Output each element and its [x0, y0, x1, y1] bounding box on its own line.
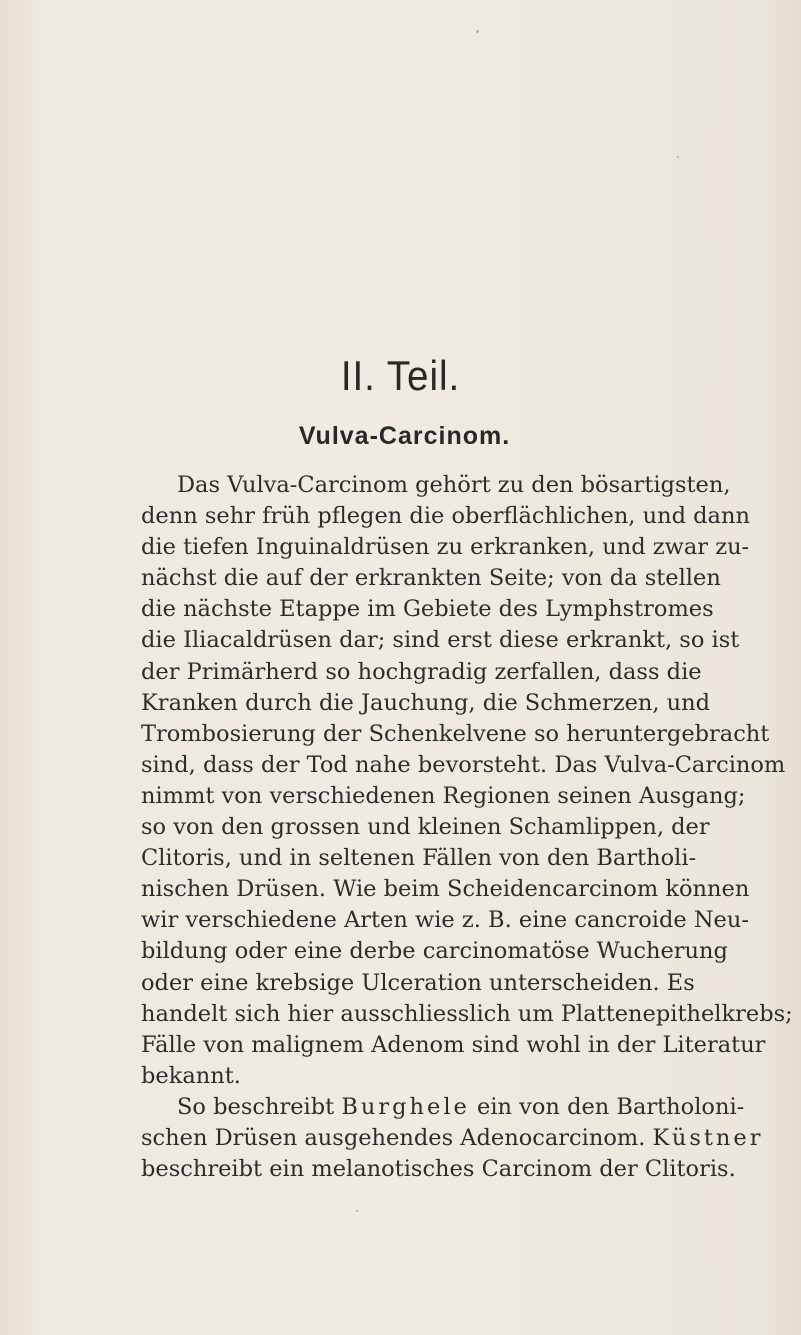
text-segment: ein von den Bartholoni-	[469, 1093, 745, 1120]
text-line	[141, 1092, 745, 1123]
text-line: nächst die auf der erkrankten Seite; von da stellen	[141, 565, 721, 592]
part-title: II. Teil.	[340, 352, 461, 399]
text-line: Fälle von malignem Adenom sind wohl in der Literatur	[141, 1031, 766, 1058]
text-segment: So beschreibt	[177, 1093, 342, 1120]
paper-speck	[356, 1210, 358, 1212]
author-name: Küstner	[652, 1124, 764, 1151]
text-line: nimmt von verschiedenen Regionen seinen Ausgang;	[141, 782, 746, 809]
text-line: oder eine krebsige Ulceration unterscheiden. Es	[141, 969, 695, 996]
paper-speck	[476, 30, 479, 33]
text-segment: schen Drüsen ausgehendes Adenocarcinom.	[141, 1124, 653, 1151]
body-text	[141, 470, 793, 1185]
text-line: denn sehr früh pflegen die oberflächlichen, und dann	[141, 503, 750, 530]
text-line: so von den grossen und kleinen Schamlippen, der	[141, 814, 710, 841]
text-line: bildung oder eine derbe carcinomatöse Wucherung	[141, 938, 728, 965]
text-line: sind, dass der Tod nahe bevorsteht. Das Vulva-Carcinom	[141, 751, 786, 778]
text-line: Trombosierung der Schenkelvene so heruntergebracht	[141, 720, 770, 747]
text-line: handelt sich hier ausschliesslich um Plattenepithelkrebs;	[141, 1000, 793, 1027]
paper-speck	[677, 156, 679, 158]
text-line: wir verschiedene Arten wie z. B. eine cancroide Neu-	[141, 907, 749, 934]
text-line: Kranken durch die Jauchung, die Schmerzen, und	[141, 689, 711, 716]
author-name: Burghele	[341, 1093, 470, 1120]
text-line: der Primärherd so hochgradig zerfallen, dass die	[141, 658, 702, 685]
text-line: die tiefen Inguinaldrüsen zu erkranken, und zwar zu-	[141, 534, 750, 561]
text-line: nischen Drüsen. Wie beim Scheidencarcinom können	[141, 876, 750, 903]
text-line: beschreibt ein melanotisches Carcinom der Clitoris.	[141, 1156, 736, 1183]
text-line: Das Vulva-Carcinom gehört zu den bösartigsten,	[177, 472, 731, 498]
text-line: bekannt.	[141, 1062, 241, 1089]
text-line: die Iliacaldrüsen dar; sind erst diese erkrankt, so ist	[141, 627, 740, 654]
chapter-title: Vulva-Carcinom.	[298, 422, 511, 450]
text-line	[141, 1123, 764, 1154]
text-line: die nächste Etappe im Gebiete des Lymphstromes	[141, 596, 714, 623]
text-line: Clitoris, und in seltenen Fällen von den Bartholi-	[141, 845, 697, 872]
